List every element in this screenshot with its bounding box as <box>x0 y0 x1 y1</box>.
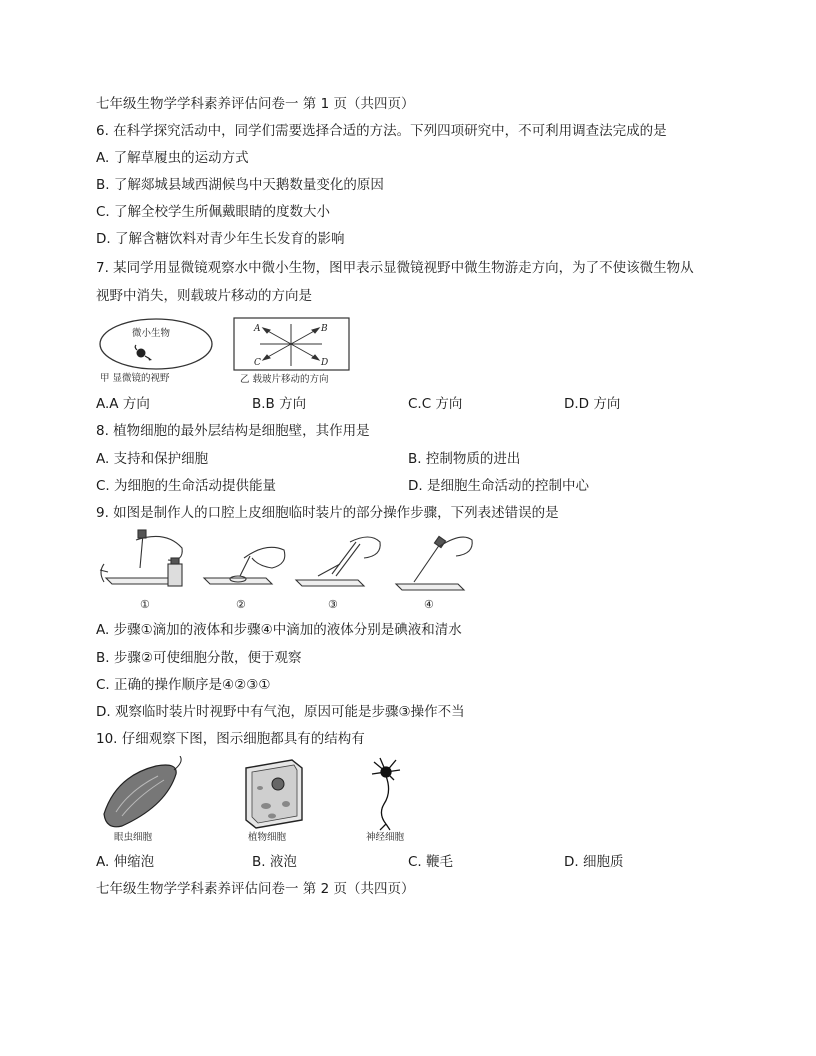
q10-label-plant: 植物细胞 <box>248 832 287 843</box>
q10-option-c: C. 鞭毛 <box>408 854 454 870</box>
q7-options <box>96 394 736 414</box>
q10-option-a: A. 伸缩泡 <box>96 854 155 870</box>
q10-option-d: D. 细胞质 <box>564 854 624 870</box>
q7-fig-b-letter-d: D <box>321 358 329 368</box>
step1-dropper-icon <box>100 530 182 586</box>
q8-options-row2 <box>96 476 736 496</box>
q8-stem: 8. 植物细胞的最外层结构是细胞壁，其作用是 <box>96 423 370 439</box>
q6-stem: 6. 在科学探究活动中，同学们需要选择合适的方法。下列四项研究中，不可利用调查法完成的是 <box>96 123 667 139</box>
q7-fig-b-caption: 乙 载玻片移动的方向 <box>240 374 329 385</box>
q8-option-d: D. 是细胞生命活动的控制中心 <box>408 478 589 494</box>
q7-figure-microscope-view <box>92 314 222 386</box>
q7-fig-a-label: 微小生物 <box>132 328 171 339</box>
q10-figure-cells <box>96 756 426 846</box>
q7-stem-line2: 视野中消失，则载玻片移动的方向是 <box>96 288 312 304</box>
step2-stirring-icon <box>204 547 285 584</box>
q6-option-c: C. 了解全校学生所佩戴眼睛的度数大小 <box>96 204 331 220</box>
q9-figure-steps <box>96 528 486 614</box>
step-label-2: ② <box>236 598 246 611</box>
q8-option-a: A. 支持和保护细胞 <box>96 451 209 467</box>
q7-figure-slide-directions <box>230 314 354 386</box>
microorganism-icon <box>135 345 152 361</box>
q7-stem-line1: 7. 某同学用显微镜观察水中微小生物，图甲表示显微镜视野中微生物游走方向，为了不使该微生物从 <box>96 260 694 276</box>
q10-option-b: B. 液泡 <box>252 854 297 870</box>
plant-cell-icon <box>246 760 302 828</box>
step-label-1: ① <box>140 598 150 611</box>
q6-option-d: D. 了解含糖饮料对青少年生长发育的影响 <box>96 231 345 247</box>
q7-option-c: C.C 方向 <box>408 396 463 412</box>
page-footer: 七年级生物学学科素养评估问卷一 第 2 页（共四页） <box>96 881 415 897</box>
step-label-3: ③ <box>328 598 338 611</box>
q10-label-neuron: 神经细胞 <box>366 832 405 843</box>
step-label-4: ④ <box>424 598 434 611</box>
q9-option-b: B. 步骤②可使细胞分散，便于观察 <box>96 650 302 666</box>
q8-options-row1 <box>96 449 736 469</box>
step4-dropper-icon <box>396 536 472 590</box>
page-header: 七年级生物学学科素养评估问卷一 第 1 页（共四页） <box>96 96 415 112</box>
q7-fig-a-caption: 甲 显微镜的视野 <box>100 373 170 384</box>
q10-label-euglena: 眼虫细胞 <box>114 832 153 843</box>
q10-options <box>96 852 736 872</box>
q7-fig-b-letter-b: B <box>321 324 328 334</box>
q9-option-d: D. 观察临时装片时视野中有气泡，原因可能是步骤③操作不当 <box>96 704 465 720</box>
q10-stem: 10. 仔细观察下图，图示细胞都具有的结构有 <box>96 731 365 747</box>
q7-fig-b-letter-a: A <box>254 324 261 334</box>
q6-option-a: A. 了解草履虫的运动方式 <box>96 150 249 166</box>
neuron-cell-icon <box>372 758 400 830</box>
q7-fig-b-letter-c: C <box>254 358 261 368</box>
q9-option-a: A. 步骤①滴加的液体和步骤④中滴加的液体分别是碘液和清水 <box>96 622 462 638</box>
q8-option-c: C. 为细胞的生命活动提供能量 <box>96 478 277 494</box>
q7-option-b: B.B 方向 <box>252 396 307 412</box>
euglena-cell-icon <box>104 756 181 827</box>
q7-option-d: D.D 方向 <box>564 396 621 412</box>
q7-option-a: A.A 方向 <box>96 396 150 412</box>
q6-option-b: B. 了解郯城县域西湖候鸟中天鹅数量变化的原因 <box>96 177 384 193</box>
q9-option-c: C. 正确的操作顺序是④②③① <box>96 677 271 693</box>
step3-coverslip-icon <box>296 537 380 586</box>
q9-stem: 9. 如图是制作人的口腔上皮细胞临时装片的部分操作步骤，下列表述错误的是 <box>96 505 559 521</box>
q8-option-b: B. 控制物质的进出 <box>408 451 521 467</box>
